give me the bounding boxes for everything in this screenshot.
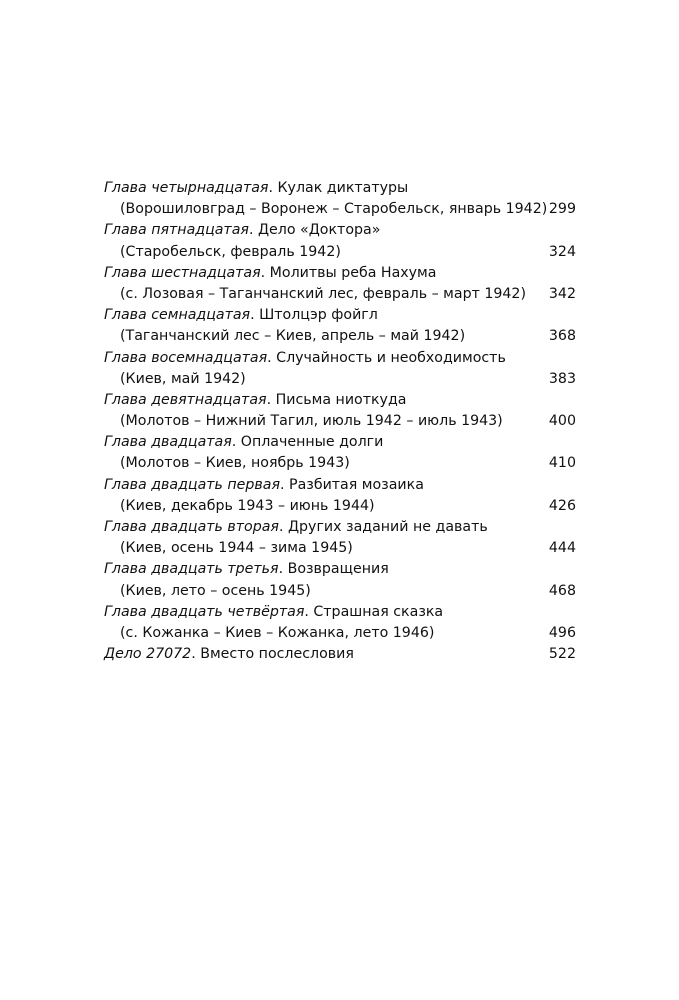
chapter-subtitle: (Киев, май 1942) [120,370,246,387]
chapter-subtitle: (Старобельск, февраль 1942) [120,243,341,260]
chapter-label: Глава восемнадцатая [104,349,268,366]
chapter-title: Кулак диктатуры [277,180,409,196]
toc-entry-15[interactable] [104,220,576,262]
chapter-subtitle: (Ворошиловград – Воронеж – Старобельск, январь 1942) [120,201,548,218]
chapter-title: Возвращения [287,561,389,578]
toc-entry-heading: Глава шестнадцатая. Молитвы реба Нахума [104,264,437,281]
toc-entry-17[interactable] [104,305,576,347]
chapter-label: Глава пятнадцатая [104,222,249,239]
page-number: 468 [548,582,576,599]
toc-entry-22[interactable] [104,517,576,559]
toc-entry-23[interactable] [104,559,576,601]
toc-entry-24[interactable] [104,602,576,644]
toc-entry-14[interactable] [104,178,576,220]
toc-entry-subtitle-line [104,199,576,220]
chapter-subtitle: (Киев, осень 1944 – зима 1945) [120,540,353,557]
chapter-subtitle: (с. Кожанка – Киев – Кожанка, лето 1946) [120,624,435,641]
chapter-label: Глава двадцать первая [104,476,280,493]
chapter-subtitle: (Молотов – Нижний Тагил, июль 1942 – июль 1943) [120,413,503,430]
toc-entry-heading: Глава пятнадцатая. Дело «Доктора» [104,222,381,239]
chapter-subtitle: (Киев, лето – осень 1945) [120,582,311,599]
page-number: 324 [548,243,576,260]
toc-entry-heading: Глава восемнадцатая. Случайность и необходимость [104,349,506,366]
toc-entry-21[interactable] [104,475,576,517]
chapter-label: Глава шестнадцатая [104,264,261,281]
chapter-title: Штолцэр фойгл [259,307,378,324]
chapter-label: Глава четырнадцатая [104,180,269,196]
chapter-label: Глава семнадцатая [104,307,251,324]
page-number: 383 [548,370,576,387]
toc-entry-heading: Глава четырнадцатая. Кулак диктатуры [104,180,409,196]
toc-entry-subtitle-line [104,411,576,432]
page-number: 444 [548,540,576,557]
toc-entry-heading: Глава двадцатая. Оплаченные долги [104,434,384,451]
chapter-label: Глава двадцать четвёртая [104,603,305,620]
toc-entry-heading: Глава двадцать вторая. Других заданий не давать [104,519,488,535]
chapter-title: Вместо послесловия [200,646,354,663]
chapter-subtitle: (Молотов – Киев, ноябрь 1943) [120,455,350,472]
chapter-subtitle: (Киев, декабрь 1943 – июнь 1944) [120,497,375,514]
chapter-label: Дело 27072 [104,646,192,663]
toc-entry-subtitle-line [104,326,576,347]
toc-entry-subtitle-line [104,453,576,474]
toc-entry-20[interactable] [104,432,576,474]
page-number: 342 [548,285,576,302]
chapter-title: Письма ниоткуда [275,391,407,408]
toc-entry-heading: Глава семнадцатая. Штолцэр фойгл [104,307,378,324]
toc-entry-epilogue[interactable] [104,644,576,665]
toc-entry-heading: Дело 27072. Вместо послесловия 522 [104,644,576,665]
toc-entry-subtitle-line [104,581,576,602]
toc-entry-heading: Глава двадцать третья. Возвращения [104,561,389,578]
chapter-subtitle: (Таганчанский лес – Киев, апрель – май 1942) [120,328,466,345]
toc-entry-subtitle-line [104,623,576,644]
toc-entry-subtitle-line [104,284,576,305]
chapter-label: Глава двадцать третья [104,561,279,578]
chapter-subtitle: (с. Лозовая – Таганчанский лес, февраль – март 1942) [120,285,526,302]
toc-entry-heading: Глава двадцать четвёртая. Страшная сказка [104,603,444,620]
toc-entry-heading: Глава двадцать первая. Разбитая мозаика [104,476,424,493]
chapter-title: Молитвы реба Нахума [269,264,437,281]
chapter-title: Других заданий не давать [287,519,488,535]
toc-entry-19[interactable] [104,390,576,432]
table-of-contents [104,178,576,665]
page-number: 410 [548,455,576,472]
chapter-title: Дело «Доктора» [257,222,381,239]
chapter-title: Разбитая мозаика [289,476,424,493]
toc-entry-subtitle-line [104,369,576,390]
page-number: 496 [548,624,576,641]
chapter-label: Глава двадцатая [104,434,232,451]
chapter-title: Оплаченные долги [240,434,384,451]
toc-entry-18[interactable] [104,348,576,390]
page-number: 426 [548,497,576,514]
chapter-title: Страшная сказка [313,603,444,620]
chapter-label: Глава девятнадцатая [104,391,267,408]
chapter-label: Глава двадцать вторая [104,519,279,535]
chapter-title: Случайность и необходимость [276,349,506,366]
page-number: 522 [548,646,576,663]
toc-entry-subtitle-line [104,496,576,517]
page-number: 368 [548,328,576,345]
page-number: 400 [548,413,576,430]
page-number: 299 [548,201,576,218]
toc-entry-heading: Глава девятнадцатая. Письма ниоткуда [104,391,407,408]
toc-entry-subtitle-line [104,242,576,263]
toc-entry-16[interactable] [104,263,576,305]
toc-entry-subtitle-line [104,538,576,559]
